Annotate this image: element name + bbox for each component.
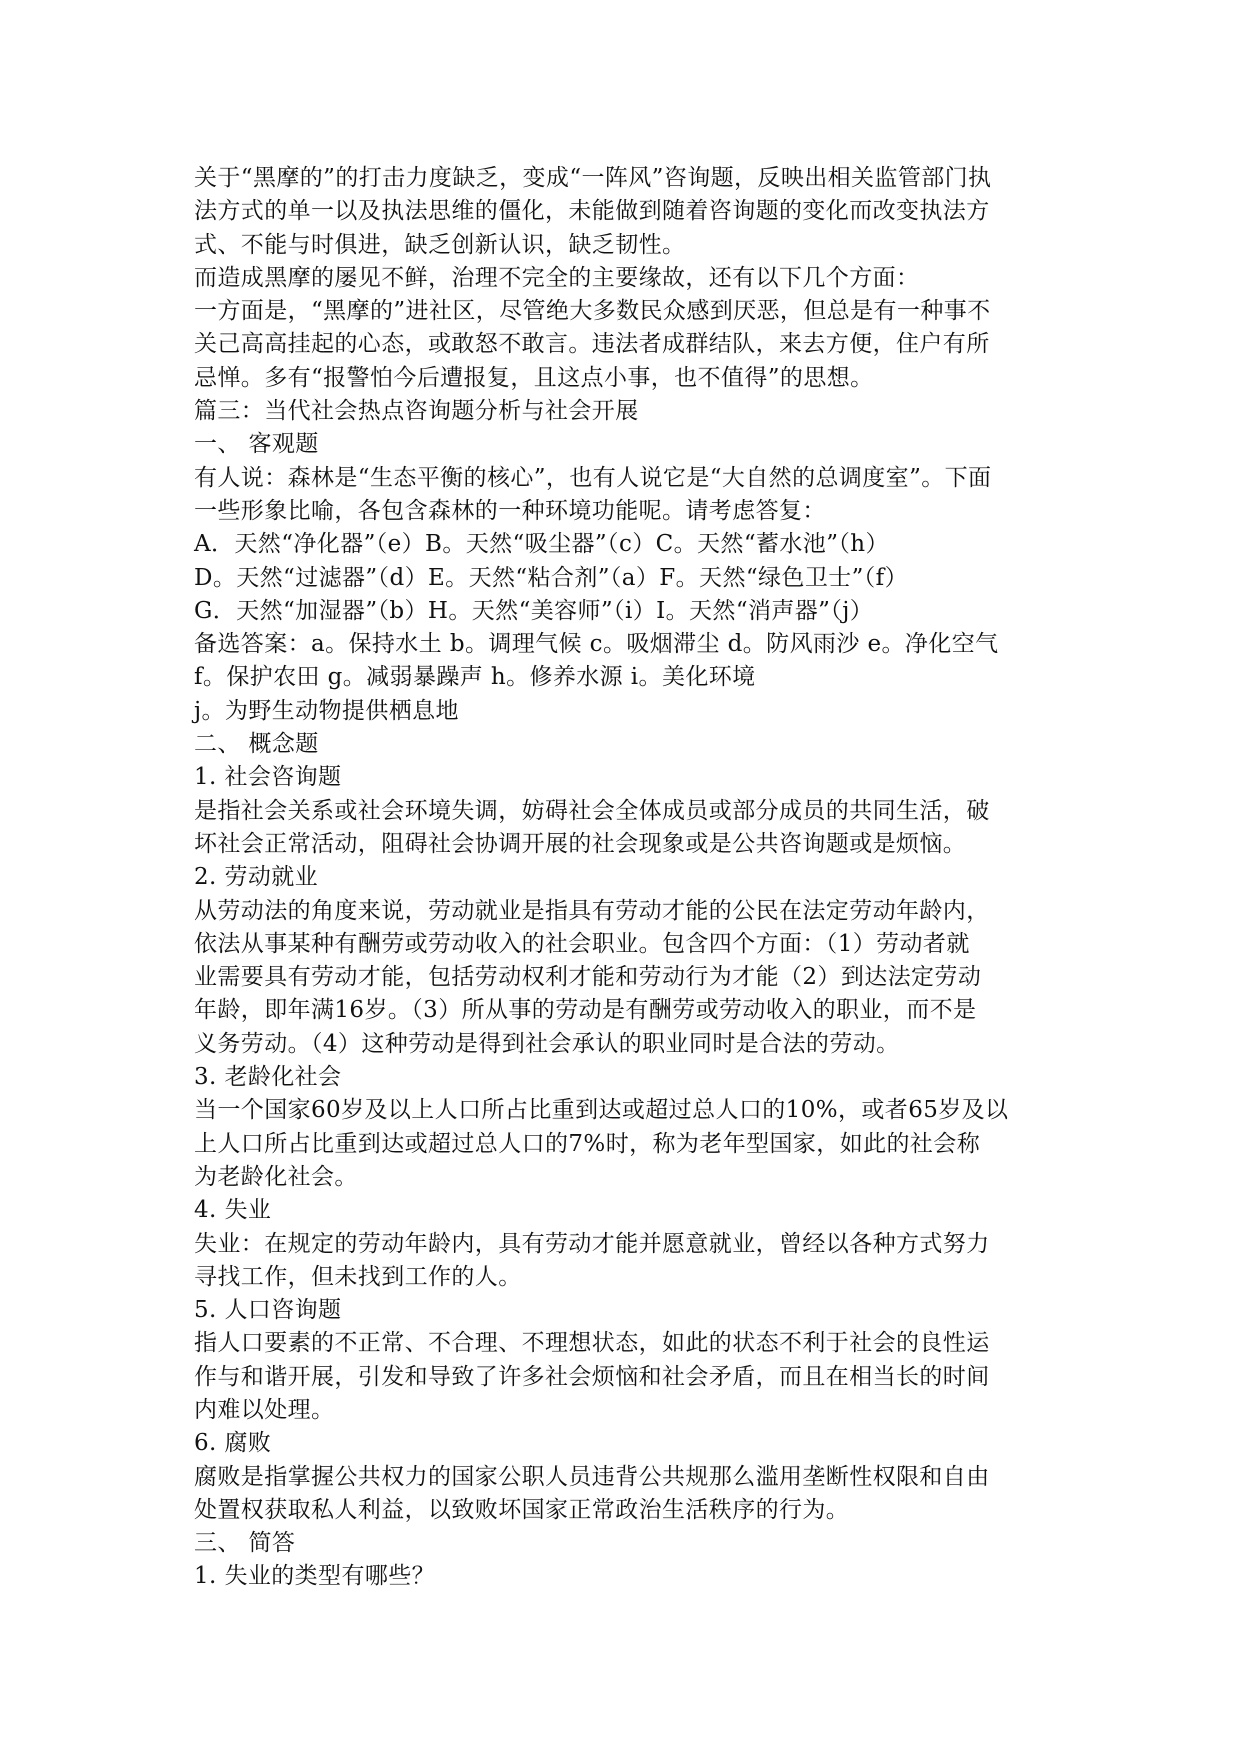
text-line: 从劳动法的角度来说，劳动就业是指具有劳动才能的公民在法定劳动年龄内， bbox=[194, 897, 990, 924]
text-line: 当一个国家60岁及以上人口所占比重到达或超过总人口的10%，或者65岁及以 bbox=[194, 1097, 1009, 1124]
text-line: j。为野生动物提供栖息地 bbox=[194, 697, 459, 724]
item-heading: 1. 社会咨询题 bbox=[194, 764, 342, 791]
text-line: 有人说：森林是“生态平衡的核心”，也有人说它是“大自然的总调度室”。下面 bbox=[194, 464, 992, 491]
text-line: 作与和谐开展，引发和导致了许多社会烦恼和社会矛盾，而且在相当长的时间 bbox=[194, 1363, 990, 1390]
text-line: D。天然“过滤器”（d）E。天然“粘合剂”（a）F。天然“绿色卫士”（f） bbox=[194, 564, 908, 591]
text-line: 寻找工作，但未找到工作的人。 bbox=[194, 1263, 522, 1290]
item-heading: 3. 老龄化社会 bbox=[194, 1064, 342, 1091]
item-heading: 6. 腐败 bbox=[194, 1430, 272, 1457]
text-line: 忌惮。多有“报警怕今后遭报复，且这点小事，也不值得”的思想。 bbox=[194, 364, 874, 391]
document-body bbox=[194, 162, 1052, 1594]
item-heading: 2. 劳动就业 bbox=[194, 864, 319, 891]
text-line: 备选答案：a。保持水土 b。调理气候 c。吸烟滞尘 d。防风雨沙 e。净化空气 bbox=[194, 631, 999, 658]
text-line: 法方式的单一以及执法思维的僵化，未能做到随着咨询题的变化而改变执法方 bbox=[194, 198, 990, 225]
section-heading: 三、 简答 bbox=[194, 1530, 296, 1557]
section-heading: 二、 概念题 bbox=[194, 731, 319, 758]
text-line: 失业：在规定的劳动年龄内，具有劳动才能并愿意就业，曾经以各种方式努力 bbox=[194, 1230, 990, 1257]
text-line: 为老龄化社会。 bbox=[194, 1163, 358, 1190]
text-line: 指人口要素的不正常、不合理、不理想状态，如此的状态不利于社会的良性运 bbox=[194, 1330, 990, 1357]
text-line: f。保护农田 g。减弱暴躁声 h。修养水源 i。美化环境 bbox=[194, 664, 756, 691]
text-line: 坏社会正常活动，阻碍社会协调开展的社会现象或是公共咨询题或是烦恼。 bbox=[194, 830, 967, 857]
text-line: 一些形象比喻，各包含森林的一种环境功能呢。请考虑答复： bbox=[194, 497, 826, 524]
text-line: 而造成黑摩的屡见不鲜，治理不完全的主要缘故，还有以下几个方面： bbox=[194, 264, 920, 291]
text-line: 腐败是指掌握公共权力的国家公职人员违背公共规那么滥用垄断性权限和自由 bbox=[194, 1463, 990, 1490]
text-line: 关己高高挂起的心态，或敢怒不敢言。违法者成群结队，来去方便，住户有所 bbox=[194, 331, 990, 358]
text-line: G．天然“加湿器”（b）H。天然“美容师”（i）I。天然“消声器”（j） bbox=[194, 597, 874, 624]
text-line: 是指社会关系或社会环境失调，妨碍社会全体成员或部分成员的共同生活，破 bbox=[194, 797, 990, 824]
item-heading: 1. 失业的类型有哪些？ bbox=[194, 1563, 436, 1590]
text-line: 式、不能与时俱进，缺乏创新认识，缺乏韧性。 bbox=[194, 231, 686, 258]
item-heading: 5. 人口咨询题 bbox=[194, 1297, 342, 1324]
section-title: 篇三：当代社会热点咨询题分析与社会开展 bbox=[194, 398, 639, 425]
text-line: 一方面是，“黑摩的”进社区，尽管绝大多数民众感到厌恶，但总是有一种事不 bbox=[194, 298, 991, 325]
text-line: 处置权获取私人利益，以致败坏国家正常政治生活秩序的行为。 bbox=[194, 1496, 850, 1523]
section-heading: 一、 客观题 bbox=[194, 431, 319, 458]
text-line: 上人口所占比重到达或超过总人口的7%时，称为老年型国家，如此的社会称 bbox=[194, 1130, 981, 1157]
text-line: 年龄，即年满16岁。（3）所从事的劳动是有酬劳或劳动收入的职业，而不是 bbox=[194, 997, 977, 1024]
text-line: A．天然“净化器”（e）B。天然“吸尘器”（c）C。天然“蓄水池”（h） bbox=[194, 531, 889, 558]
text-line: 义务劳动。（4）这种劳动是得到社会承认的职业同时是合法的劳动。 bbox=[194, 1030, 900, 1057]
text-line: 业需要具有劳动才能，包括劳动权利才能和劳动行为才能（2）到达法定劳动 bbox=[194, 964, 982, 991]
item-heading: 4. 失业 bbox=[194, 1197, 272, 1224]
text-line: 内难以处理。 bbox=[194, 1396, 335, 1423]
text-line: 依法从事某种有酬劳或劳动收入的社会职业。包含四个方面：（1）劳动者就 bbox=[194, 930, 970, 957]
text-line: 关于“黑摩的”的打击力度缺乏，变成“一阵风”咨询题，反映出相关监管部门执 bbox=[194, 165, 992, 191]
